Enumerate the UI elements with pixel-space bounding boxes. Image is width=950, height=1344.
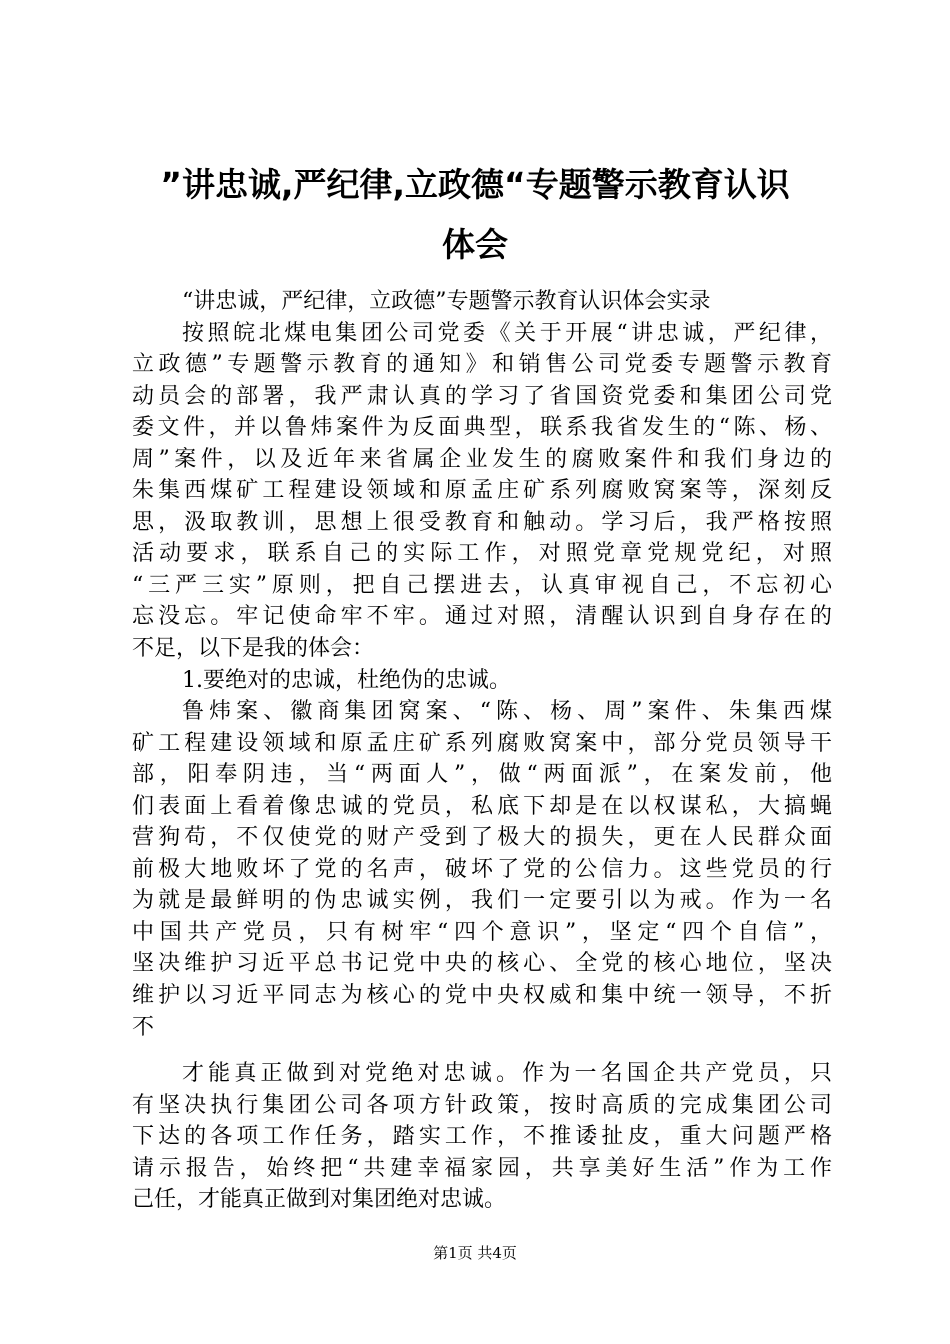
document-title-line-2: 体会 <box>442 225 508 264</box>
text-line: 们表面上看着像忠诚的党员，私底下却是在以权谋私，大搞蝇 <box>132 793 832 819</box>
text-line: 立政德”专题警示教育的通知》和销售公司党委专题警示教育 <box>132 352 832 378</box>
text-line: 鲁炜案、徽商集团窝案、“陈、杨、周”案件、朱集西煤 <box>182 699 832 725</box>
text-line: 活动要求，联系自己的实际工作，对照党章党规党纪，对照 <box>132 541 832 567</box>
text-line: 部，阳奉阴违，当“两面人”，做“两面派”，在案发前，他 <box>132 762 832 788</box>
text-line: 按照皖北煤电集团公司党委《关于开展“讲忠诚，严纪律， <box>182 320 832 346</box>
text-line: 为就是最鲜明的伪忠诚实例，我们一定要引以为戒。作为一名 <box>132 888 832 914</box>
text-line: 动员会的部署，我严肃认真的学习了省国资党委和集团公司党 <box>132 383 832 409</box>
text-line: 请示报告，始终把“共建幸福家园，共享美好生活”作为工作 <box>132 1155 832 1181</box>
text-line: 营狗苟，不仅使党的财产受到了极大的损失，更在人民群众面 <box>132 825 832 851</box>
text-line: 矿工程建设领域和原孟庄矿系列腐败窝案中，部分党员领导干 <box>132 730 832 756</box>
document-subtitle: “讲忠诚，严纪律，立政德”专题警示教育认识体会实录 <box>182 289 711 314</box>
text-line: 己任，才能真正做到对集团绝对忠诚。 <box>132 1187 507 1213</box>
paragraph-2 <box>132 696 832 1043</box>
document-title-line-1: ”讲忠诚,严纪律,立政德“专题警示教育认识 <box>160 165 790 204</box>
text-line: 忘没忘。牢记使命牢不牢。通过对照，清醒认识到自身存在的 <box>132 604 832 630</box>
page-number-footer: 第1页 共4页 <box>433 1244 517 1262</box>
text-line: 坚决维护习近平总书记党中央的核心、全党的核心地位，坚决 <box>132 951 832 977</box>
paragraph-1 <box>132 318 832 665</box>
text-line: 不 <box>132 1014 155 1040</box>
text-line: 才能真正做到对党绝对忠诚。作为一名国企共产党员，只 <box>182 1061 832 1087</box>
page-break-gap <box>132 1043 832 1058</box>
text-line: 思，汲取教训，思想上很受教育和触动。学习后，我严格按照 <box>132 509 832 535</box>
text-line: 维护以习近平同志为核心的党中央权威和集中统一领导，不折 <box>132 983 832 1009</box>
document-body <box>132 286 832 1216</box>
text-line: 下达的各项工作任务，踏实工作，不推诿扯皮，重大问题严格 <box>132 1124 832 1150</box>
text-line: 不足，以下是我的体会： <box>132 636 375 662</box>
text-line: “三严三实”原则，把自己摆进去，认真审视自己，不忘初心 <box>132 572 832 598</box>
text-line: 中国共产党员，只有树牢“四个意识”，坚定“四个自信”， <box>132 919 832 945</box>
paragraph-3 <box>132 1058 832 1216</box>
section-heading-1: 1.要绝对的忠诚，杜绝伪的忠诚。 <box>182 667 511 693</box>
text-line: 周”案件，以及近年来省属企业发生的腐败案件和我们身边的 <box>132 446 832 472</box>
text-line: 朱集西煤矿工程建设领域和原孟庄矿系列腐败窝案等，深刻反 <box>132 478 832 504</box>
text-line: 委文件，并以鲁炜案件为反面典型，联系我省发生的“陈、杨、 <box>132 415 832 441</box>
text-line: 前极大地败坏了党的名声，破坏了党的公信力。这些党员的行 <box>132 856 832 882</box>
text-line: 有坚决执行集团公司各项方针政策，按时高质的完成集团公司 <box>132 1092 832 1118</box>
